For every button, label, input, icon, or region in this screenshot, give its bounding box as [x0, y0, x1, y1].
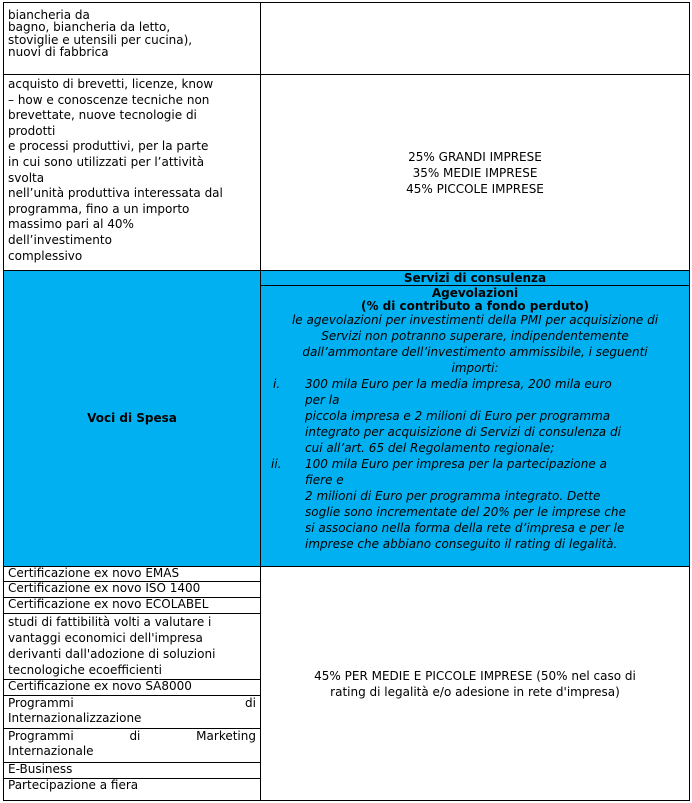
text-line: Internazionalizzazione — [8, 711, 142, 725]
item-line: 2 milioni di Euro per programma integrato. Dette — [305, 489, 601, 503]
intro-line: importi: — [451, 361, 499, 375]
expenses-block — [3, 566, 690, 801]
word: Marketing — [196, 729, 256, 743]
text-line: nuovi di fabbrica — [8, 45, 109, 60]
text-line: Internazionale — [8, 744, 94, 758]
text-line: svolta — [8, 170, 45, 185]
expense-label: Certificazione ex novo ECOLABEL — [8, 597, 209, 611]
empty-cell — [260, 2, 690, 75]
text-line: in cui sono utilizzati per l’attività — [8, 154, 205, 169]
text-line: programma, fino a un importo — [8, 201, 190, 216]
text-line: studi di fattibilità volti a valutare i — [8, 615, 212, 629]
section-title: Servizi di consulenza — [403, 271, 547, 285]
text-line: derivanti dall'adozione di soluzioni — [8, 647, 216, 661]
item-line: fiere e — [305, 473, 344, 487]
expense-label: Certificazione ex novo ISO 1400 — [8, 581, 201, 595]
expense-sa8000 — [3, 679, 261, 696]
item-line: imprese che abbiano conseguito il rating di legalità. — [305, 537, 618, 551]
rate-cell-brevetti — [260, 74, 690, 271]
word: Programmi — [8, 696, 74, 710]
item-line: 300 mila Euro per la media impresa, 200 mila euro — [305, 377, 612, 391]
text-line: acquisto di brevetti, licenze, know — [8, 77, 214, 91]
text-line: dell’investimento — [8, 232, 112, 247]
text-line: vantaggi economici dell'impresa — [8, 631, 203, 645]
expense-cell-biancheria — [3, 2, 261, 75]
text-line: biancheria da — [8, 8, 90, 22]
row-brevetti — [3, 74, 690, 271]
text-line: bagno, biancheria da letto, — [8, 20, 171, 35]
expense-label: E-Business — [8, 762, 73, 776]
item-line: piccola impresa e 2 milioni di Euro per programma — [305, 409, 611, 423]
word: Programmi — [8, 729, 74, 743]
intro-line: dall’ammontare dell’investimento ammissibile, i seguenti — [302, 345, 648, 359]
item-line: si associano nella forma della rete d’impresa e per le — [305, 521, 625, 535]
voci-di-spesa-cell — [3, 270, 261, 567]
expense-label: Certificazione ex novo SA8000 — [8, 679, 192, 693]
list-item-ii — [261, 456, 689, 552]
expense-studi-fattibilita — [3, 613, 261, 680]
expense-ebusiness — [3, 762, 261, 779]
intro-line: le agevolazioni per investimenti della PMI per acquisizione di — [291, 313, 659, 327]
list-item-i — [261, 376, 689, 456]
text-line: brevettate, nuove tecnologie di — [8, 108, 197, 123]
text-line: complessivo — [8, 248, 83, 263]
expense-internazionalizzazione — [3, 695, 261, 729]
text-line: stoviglie e utensili per cucina), — [8, 32, 193, 47]
agevolazioni-cell — [260, 285, 690, 567]
text-line: tecnologiche ecoefficienti — [8, 663, 162, 677]
agevolazioni-title: Agevolazioni — [431, 286, 519, 300]
expense-label: Partecipazione a fiera — [8, 778, 139, 792]
text-line: massimo pari al 40% — [8, 217, 134, 232]
rate-small: 45% PICCOLE IMPRESE — [406, 181, 544, 196]
rate-large: 25% GRANDI IMPRESE — [408, 149, 542, 164]
rate-line: 45% PER MEDIE E PICCOLE IMPRESE (50% nel caso di — [314, 668, 636, 683]
item-line: soglie sono incrementate del 20% per le imprese che — [305, 505, 626, 519]
text-line: prodotti — [8, 123, 56, 138]
list-number: ii. — [271, 457, 282, 471]
item-line: cui all’art. 65 del Regolamento regionale; — [305, 441, 555, 455]
text-line: nell’unità produttiva interessata dal — [8, 186, 223, 201]
row-biancheria — [3, 2, 690, 75]
expense-cell-brevetti — [3, 74, 261, 271]
list-number: i. — [273, 377, 281, 391]
section-title-cell — [260, 270, 690, 286]
item-line: integrato per acquisizione di Servizi di consulenza di — [305, 425, 621, 439]
rate-medium: 35% MEDIE IMPRESE — [412, 165, 538, 180]
expense-label: Certificazione ex novo EMAS — [8, 566, 180, 580]
item-line: 100 mila Euro per impresa per la partecipazione a — [305, 457, 607, 471]
expense-emas — [3, 566, 261, 582]
intro-line: Servizi non potranno superare, indipendentemente — [321, 329, 629, 343]
item-line: per la — [305, 393, 340, 407]
expense-fiera — [3, 778, 261, 801]
rate-cell-pmi — [260, 566, 690, 801]
voci-di-spesa-label: Voci di Spesa — [87, 411, 177, 425]
word: di — [245, 696, 256, 710]
expense-iso — [3, 581, 261, 598]
agevolazioni-subtitle: (% di contributo a fondo perduto) — [360, 298, 590, 313]
text-line: e processi produttivi, per la parte — [8, 139, 209, 154]
rate-line: rating di legalità e/o adesione in rete d'impresa) — [330, 684, 620, 699]
expense-marketing — [3, 728, 261, 763]
section-consulenza — [3, 270, 690, 567]
word: di — [129, 729, 141, 743]
text-line: – how e conoscenze tecniche non — [8, 92, 210, 107]
expense-ecolabel — [3, 597, 261, 614]
